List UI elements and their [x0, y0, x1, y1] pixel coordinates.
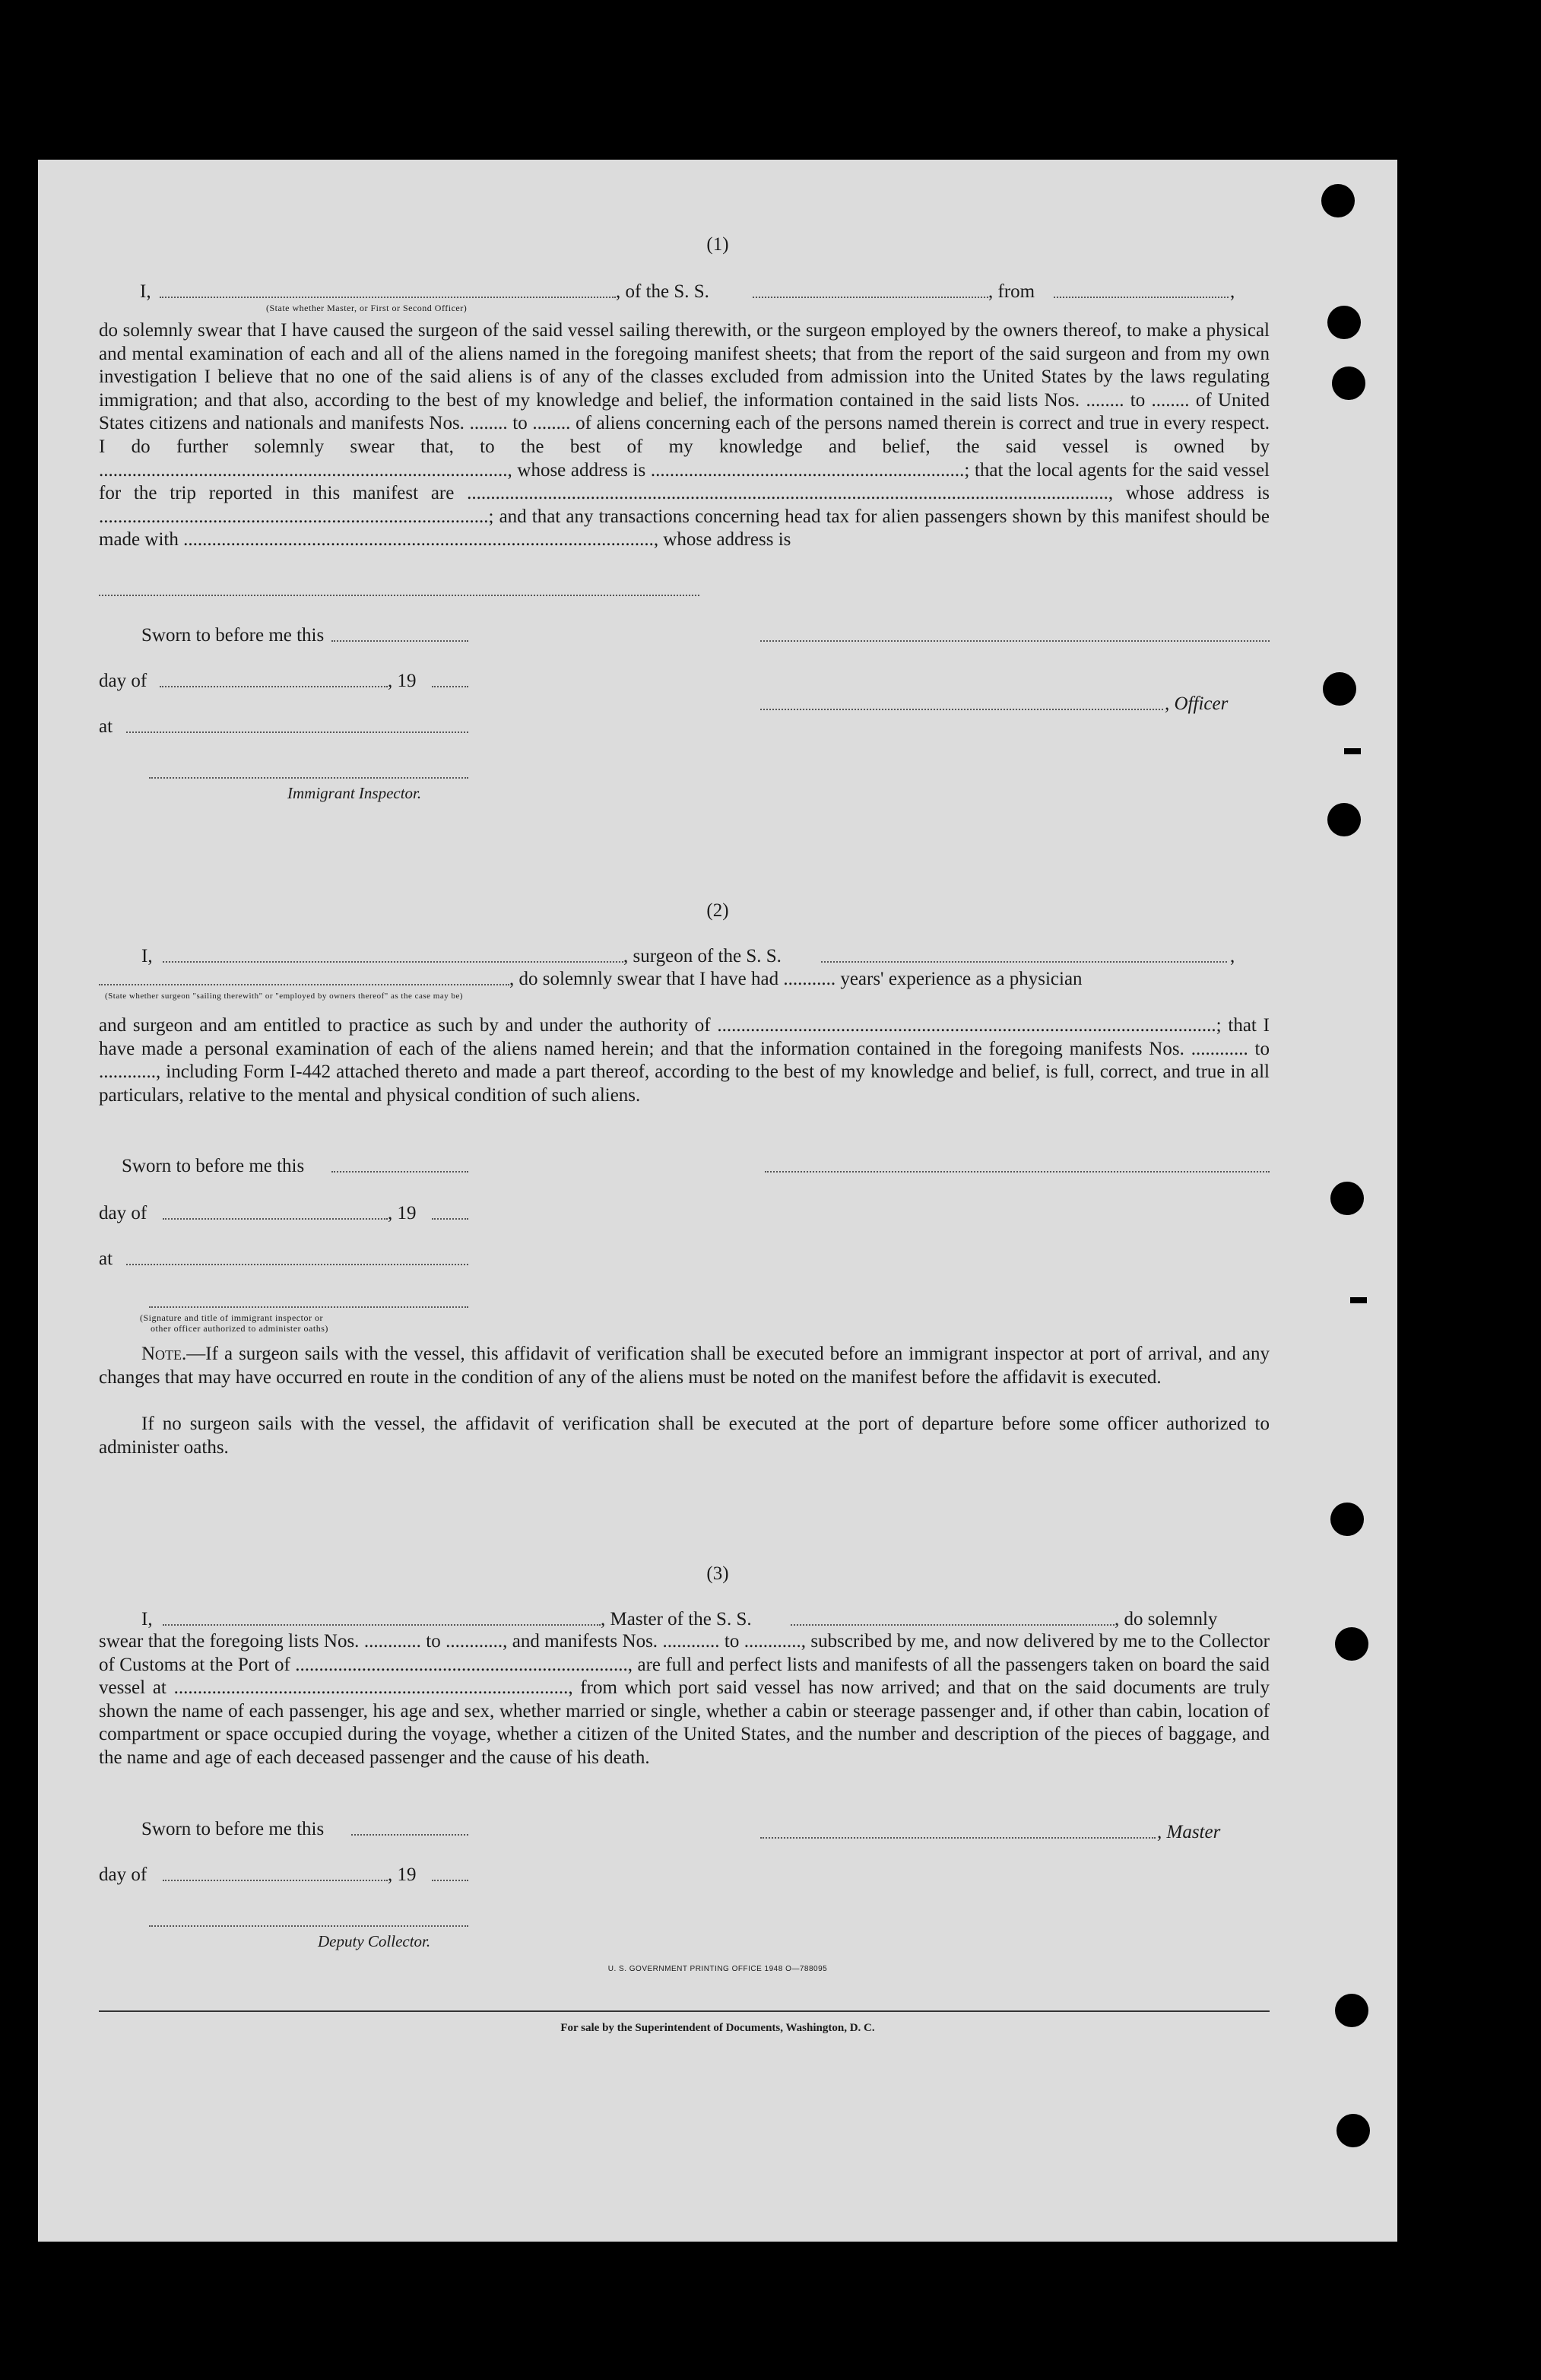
sworn-label-2: Sworn to before me this	[122, 1156, 305, 1176]
section-3-oath-text: swear that the foregoing lists Nos. ............ to ............, and manifests Nos. ............ to ............, subscribed by me, and now delivered by me to the Collector of Customs at the Port of ......................................................................, are full and perfect lists and manifests of all the passengers taken on board the said vessel at ..................................................................................., from which port said vessel has now arrived; and that on the said documents are truly shown the name of each passenger, his age and sex, whether married or single, whether a cabin or steerage passenger and, if other than cabin, location of compartment or space occupied during the voyage, whether a citizen of the United States, and the number and description of the pieces of baggage, and the name and age of each deceased passenger and the cause of his death.	[99, 1631, 1270, 1768]
month-field-2[interactable]	[163, 1218, 388, 1220]
master-of-ss-label: , Master of the S. S.	[601, 1609, 752, 1630]
section-2-i: I,	[141, 946, 153, 966]
punch-hole	[1327, 306, 1361, 339]
officer-signature-field[interactable]	[760, 709, 1163, 710]
note-paragraph	[99, 1343, 1270, 1389]
section-3-number: (3)	[706, 1563, 729, 1584]
from-label: , from	[988, 281, 1035, 302]
month-field-1[interactable]	[160, 686, 388, 687]
do-solemnly-label: , do solemnly	[1115, 1609, 1218, 1630]
month-field-3[interactable]	[163, 1880, 388, 1881]
year-field-1[interactable]	[432, 686, 468, 687]
surgeon-status-caption: (State whether surgeon "sailing therewith" or "employed by owners thereof" as the case may be)	[105, 992, 464, 1001]
surgeon-signature-field[interactable]	[765, 1171, 1270, 1173]
surgeon-status-field[interactable]	[99, 984, 509, 985]
surgeon-ship-field[interactable]	[821, 961, 1227, 963]
at-label-1: at	[99, 716, 113, 737]
printing-office-imprint: U. S. GOVERNMENT PRINTING OFFICE 1948 O—788095	[607, 1965, 828, 1973]
day-of-label-3: day of	[99, 1864, 147, 1885]
year-field-2[interactable]	[432, 1218, 468, 1220]
day-of-label-2: day of	[99, 1203, 147, 1223]
sworn-date-field-2[interactable]	[331, 1171, 468, 1173]
day-of-label-1: day of	[99, 671, 147, 691]
year-label-1: , 19	[388, 671, 417, 691]
punch-hole	[1330, 1182, 1364, 1215]
section-1-number: (1)	[706, 234, 729, 255]
punch-hole	[1335, 1627, 1368, 1661]
punch-hole	[1332, 367, 1365, 400]
section-1-oath-text: do solemnly swear that I have caused the surgeon of the said vessel sailing therewith, or the surgeon employed by the owners thereof, to make a physical and mental examination of each and all of the aliens named in the foregoing manifest sheets; that from the report of the said surgeon and from my own investigation I believe that no one of the said aliens is of any of the classes excluded from admission into the United States by the laws regulating immigration; and that also, according to the best of my knowledge and belief, the information contained in the said lists Nos. ........ to ........ of United States citizens and nationals and manifests Nos. ........ to ........ of aliens concerning each of the persons named therein is correct and true in every respect. I do further solemnly swear that, to the best of my knowledge and belief, the said vessel is owned by ......................................................................................, whose address is ..................................................................; that the local agents for the said vessel for the trip reported in this manifest are ......................................................................................................................................., whose address is ..................................................................................; and that any transactions concerning head tax for alien passengers shown by this manifest should be made with ..................................................................................................., whose address is	[99, 320, 1270, 551]
sworn-label-1: Sworn to before me this	[141, 625, 325, 646]
sworn-date-field-3[interactable]	[351, 1834, 468, 1836]
officer-title: , Officer	[1165, 693, 1229, 714]
year-label-2: , 19	[388, 1203, 417, 1223]
inspector-title: Immigrant Inspector.	[287, 784, 422, 802]
collector-signature-field[interactable]	[149, 1925, 468, 1927]
officer-signature-line-top[interactable]	[760, 640, 1270, 642]
punch-hole	[1327, 803, 1361, 836]
head-tax-address-field[interactable]	[99, 595, 699, 596]
section-3-i: I,	[141, 1609, 153, 1630]
sworn-label-3: Sworn to before me this	[141, 1819, 325, 1839]
year-field-3[interactable]	[432, 1880, 468, 1881]
officer-name-field[interactable]	[160, 297, 616, 298]
master-signature-field[interactable]	[760, 1837, 1156, 1839]
surgeon-of-ss-label: , surgeon of the S. S.	[623, 946, 782, 966]
punch-hole	[1321, 184, 1355, 217]
master-title: , Master	[1157, 1822, 1221, 1842]
inspector-signature-field-2[interactable]	[149, 1306, 468, 1308]
punch-hole	[1335, 1994, 1368, 2027]
section-2-comma: ,	[1230, 946, 1235, 966]
section-2-oath-text: and surgeon and am entitled to practice as such by and under the authority of .........................................................................................................; that I have made a personal examination of each of the aliens named herein; and that the information contained in the foregoing manifests Nos. ............ to ............, including Form I-442 attached thereto and made a part thereof, according to the best of my knowledge and belief, is full, correct, and true in all particulars, relative to the mental and physical condition of such aliens.	[99, 1015, 1270, 1106]
manifest-page	[38, 160, 1397, 2242]
section-1-comma: ,	[1230, 281, 1235, 302]
collector-title: Deputy Collector.	[318, 1932, 431, 1950]
at-label-2: at	[99, 1249, 113, 1269]
footer-rule	[99, 2010, 1270, 2012]
year-label-3: , 19	[388, 1864, 417, 1885]
note-paragraph-2: If no surgeon sails with the vessel, the affidavit of verification shall be executed at the port of departure before some officer authorized to administer oaths.	[99, 1414, 1270, 1458]
binding-mark	[1350, 1297, 1367, 1303]
for-sale-notice: For sale by the Superintendent of Documents, Washington, D. C.	[560, 2022, 875, 2034]
punch-hole	[1330, 1503, 1364, 1536]
inspector-signature-field[interactable]	[149, 777, 468, 779]
officer-rank-caption: (State whether Master, or First or Second Officer)	[266, 303, 468, 313]
surgeon-name-field[interactable]	[163, 961, 623, 963]
place-field-2[interactable]	[126, 1264, 468, 1265]
note-text: —If a surgeon sails with the vessel, this affidavit of verification shall be executed before an immigrant inspector at port of arrival, and any changes that may have occurred en route in the condition of any of the aliens must be noted on the manifest before the affidavit is executed.	[99, 1344, 1270, 1388]
punch-hole	[1323, 672, 1356, 706]
surgeon-experience-text: , do solemnly swear that I have had ........... years' experience as a physician	[509, 969, 1083, 989]
ship-name-field[interactable]	[753, 297, 988, 298]
place-field-1[interactable]	[126, 731, 468, 733]
signature-caption-line-2: other officer authorized to administer oaths)	[151, 1323, 328, 1334]
binding-mark	[1344, 748, 1361, 754]
from-port-field[interactable]	[1054, 297, 1229, 298]
section-1-i: I,	[140, 281, 151, 302]
punch-hole	[1336, 2114, 1370, 2147]
signature-caption-line-1: (Signature and title of immigrant inspector or	[140, 1312, 323, 1323]
section-2-number: (2)	[706, 900, 729, 921]
master-name-field[interactable]	[163, 1624, 601, 1626]
master-ship-field[interactable]	[791, 1624, 1115, 1626]
of-the-ss-label: , of the S. S.	[616, 281, 709, 302]
sworn-date-field-1[interactable]	[331, 640, 468, 642]
note-label: Note.	[141, 1344, 187, 1364]
